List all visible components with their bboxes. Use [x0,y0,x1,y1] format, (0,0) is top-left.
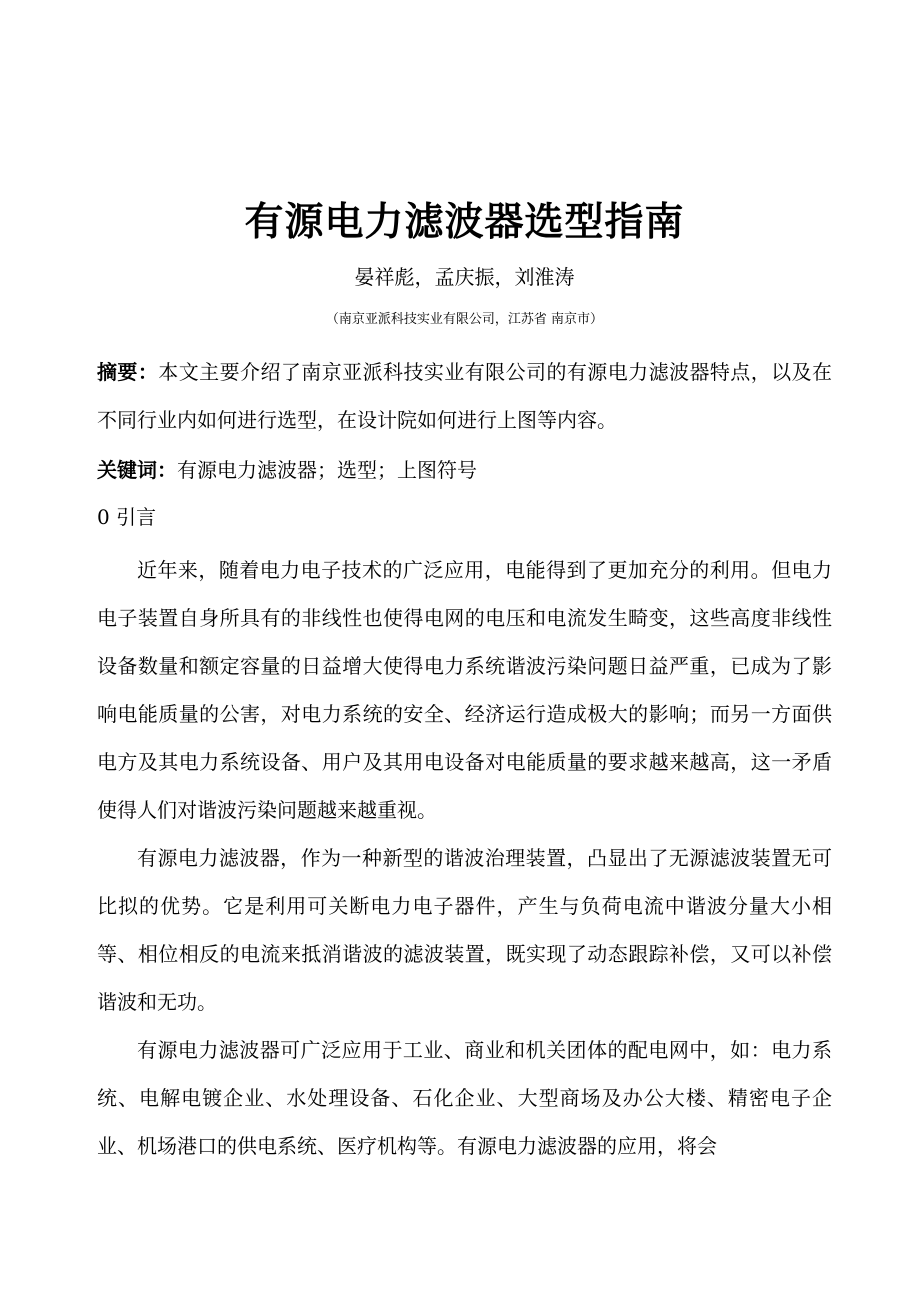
paragraph-2: 有源电力滤波器，作为一种新型的谐波治理装置，凸显出了无源滤波装置无可比拟的优势。它是利用可关断电力电子器件，产生与负荷电流中谐波分量大小相等、相位相反的电流来抵消谐波的滤波装置，既实现了动态跟踪补偿，又可以补偿谐波和无功。 [97,846,832,1014]
paragraph-3: 有源电力滤波器可广泛应用于工业、商业和机关团体的配电网中，如：电力系统、电解电镀企业、水处理设备、石化企业、大型商场及办公大楼、精密电子企业、机场港口的供电系统、医疗机构等。有源电力滤波器的应用，将会 [97,1038,832,1158]
abstract-label: 摘要： [97,360,159,384]
keywords-label: 关键词： [97,458,177,482]
keywords [97,452,832,488]
author-list: 晏祥彪，孟庆振，刘淮涛 [354,265,575,289]
author-affiliation: （南京亚派科技实业有限公司，江苏省 南京市） [325,312,604,327]
keywords-text: 有源电力滤波器；选型；上图符号 [177,458,477,482]
document-title: 有源电力滤波器选型指南 [244,199,685,245]
section-heading-introduction: 0 引言 [97,505,157,529]
body-text [97,546,832,1170]
abstract-text: 本文主要介绍了南京亚派科技实业有限公司的有源电力滤波器特点，以及在不同行业内如何进行选型，在设计院如何进行上图等内容。 [97,360,833,432]
paragraph-1: 近年来，随着电力电子技术的广泛应用，电能得到了更加充分的利用。但电力电子装置自身所具有的非线性也使得电网的电压和电流发生畸变，这些高度非线性设备数量和额定容量的日益增大使得电力系统谐波污染问题日益严重，已成为了影响电能质量的公害，对电力系统的安全、经济运行造成极大的影响；而另一方面供电方及其电力系统设备、用户及其用电设备对电能质量的要求越来越高，这一矛盾使得人们对谐波污染问题越来越重视。 [97,558,832,822]
abstract [97,348,832,444]
